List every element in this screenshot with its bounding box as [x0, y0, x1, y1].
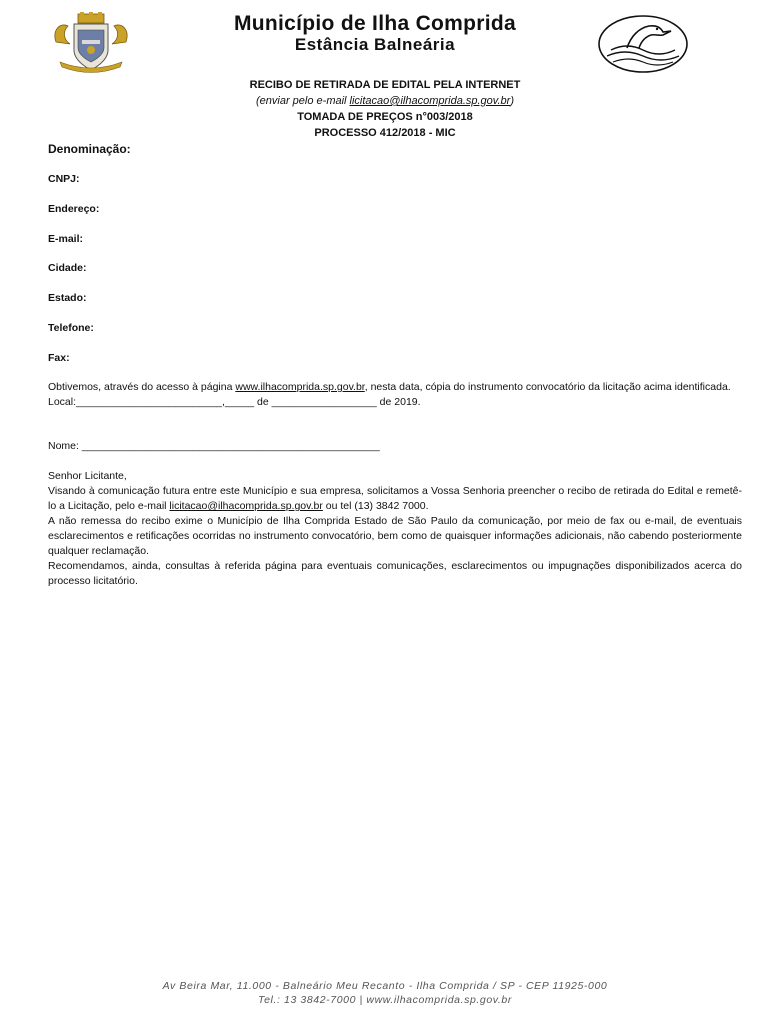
send-instruction-prefix: (enviar pelo e-mail	[256, 95, 350, 107]
processo-number: PROCESSO 412/2018 - MIC	[314, 127, 456, 139]
municipal-coat-of-arms-icon	[50, 12, 132, 74]
field-telefone: Telefone:	[48, 322, 94, 334]
obtivemos-text-2: , nesta data, cópia do instrumento convocatório da licitação acima identificada.	[364, 381, 731, 393]
tomada-de-precos: TOMADA DE PREÇOS n°003/2018	[297, 111, 473, 123]
municipality-title: Município de Ilha Comprida	[234, 12, 516, 35]
obtivemos-paragraph	[48, 380, 742, 410]
licitacao-email-link[interactable]: licitacao@ilhacomprida.sp.gov.br	[169, 500, 323, 512]
field-denominacao: Denominação:	[48, 142, 131, 156]
visando-text-1: Visando à comunicação futura entre este Município e sua empresa, solicitamos a Vossa Senhoria preencher o recibo de retirada do Edital e remetê-lo a Licitação, pelo e-mail	[48, 485, 742, 512]
licitante-notice	[48, 469, 742, 589]
document-heading: RECIBO DE RETIRADA DE EDITAL PELA INTERNET	[249, 79, 521, 91]
field-estado: Estado:	[48, 292, 87, 304]
send-email-link[interactable]: licitacao@ilhacomprida.sp.gov.br	[349, 95, 511, 107]
send-instruction-suffix: )	[510, 95, 514, 107]
obtivemos-text-1: Obtivemos, através do acesso à página	[48, 381, 236, 393]
field-email: E-mail:	[48, 233, 84, 245]
field-endereco: Endereço:	[48, 203, 100, 215]
send-instruction	[0, 93, 770, 109]
municipality-subtitle: Estância Balneária	[294, 35, 456, 54]
document-title-block	[0, 77, 770, 141]
greeting: Senhor Licitante,	[48, 470, 127, 482]
field-fax: Fax:	[48, 352, 70, 364]
field-cidade: Cidade:	[48, 262, 87, 274]
heron-wave-logo-icon	[597, 14, 689, 74]
website-link[interactable]: www.ilhacomprida.sp.gov.br	[235, 381, 365, 393]
field-cnpj: CNPJ:	[48, 173, 80, 185]
nao-remessa-paragraph: A não remessa do recibo exime o Município de Ilha Comprida Estado de São Paulo da comunicação, por meio de fax ou e-mail, de eventuais esclarecimentos e retificações ocorridas no instrumento convocatório, bem como de quaisquer informações adicionais, não cabendo posteriormente qualquer reclamação.	[48, 515, 742, 557]
visando-text-2: ou tel (13) 3842 7000.	[322, 500, 429, 512]
recomendamos-paragraph: Recomendamos, ainda, consultas à referida página para eventuais comunicações, esclarecimentos ou impugnações disponibilizados acerca do processo licitatório.	[48, 560, 742, 587]
footer-address: Av Beira Mar, 11.000 - Balneário Meu Recanto - Ilha Comprida / SP - CEP 11925-000	[162, 980, 608, 992]
footer-contact: Tel.: 13 3842-7000 | www.ilhacomprida.sp.gov.br	[258, 994, 512, 1006]
local-date-line: Local:_________________________,_____ de __________________ de 2019.	[48, 396, 421, 408]
nome-line: Nome: ___________________________________________________	[48, 440, 380, 452]
